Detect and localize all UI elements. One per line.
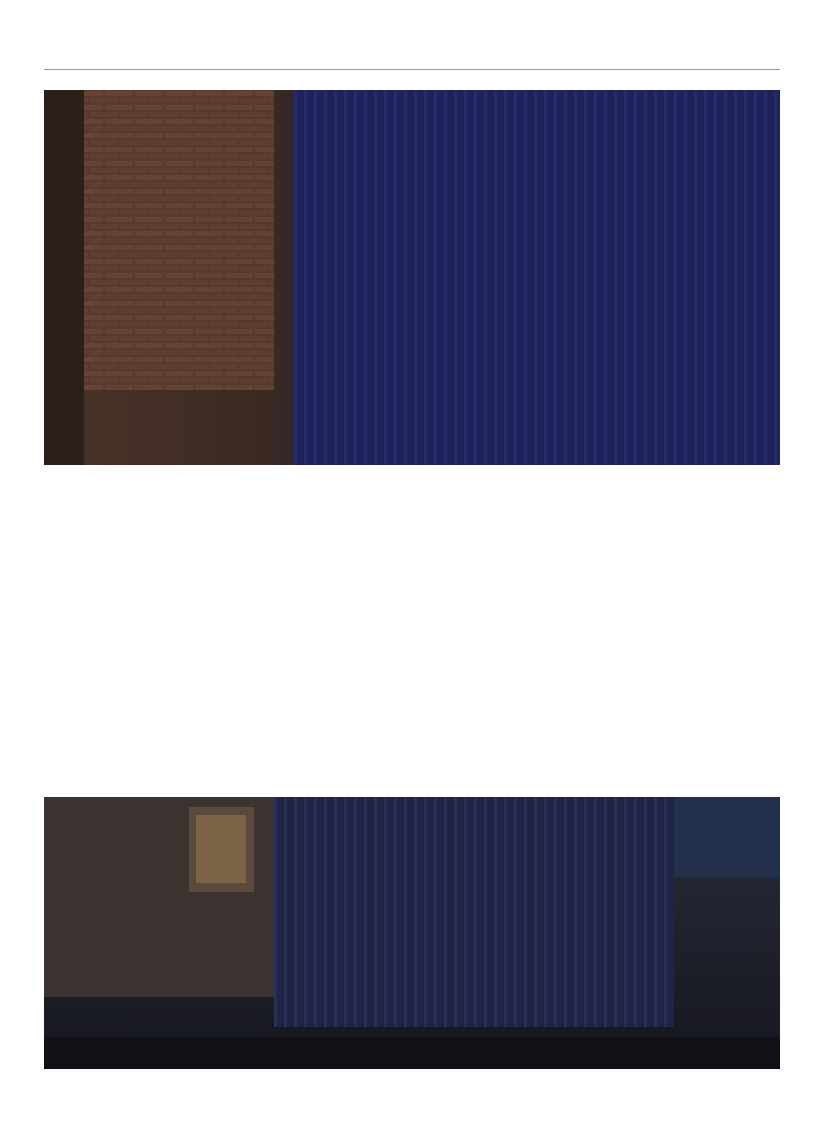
bottom-choir-photo <box>44 797 780 1069</box>
page-header <box>44 50 780 68</box>
article-column-1 <box>173 491 362 497</box>
projection-screen <box>674 797 780 877</box>
article-column-2 <box>372 491 562 497</box>
top-choir-photo <box>44 90 780 465</box>
article-column-3 <box>572 491 764 497</box>
header-rule <box>44 69 780 70</box>
